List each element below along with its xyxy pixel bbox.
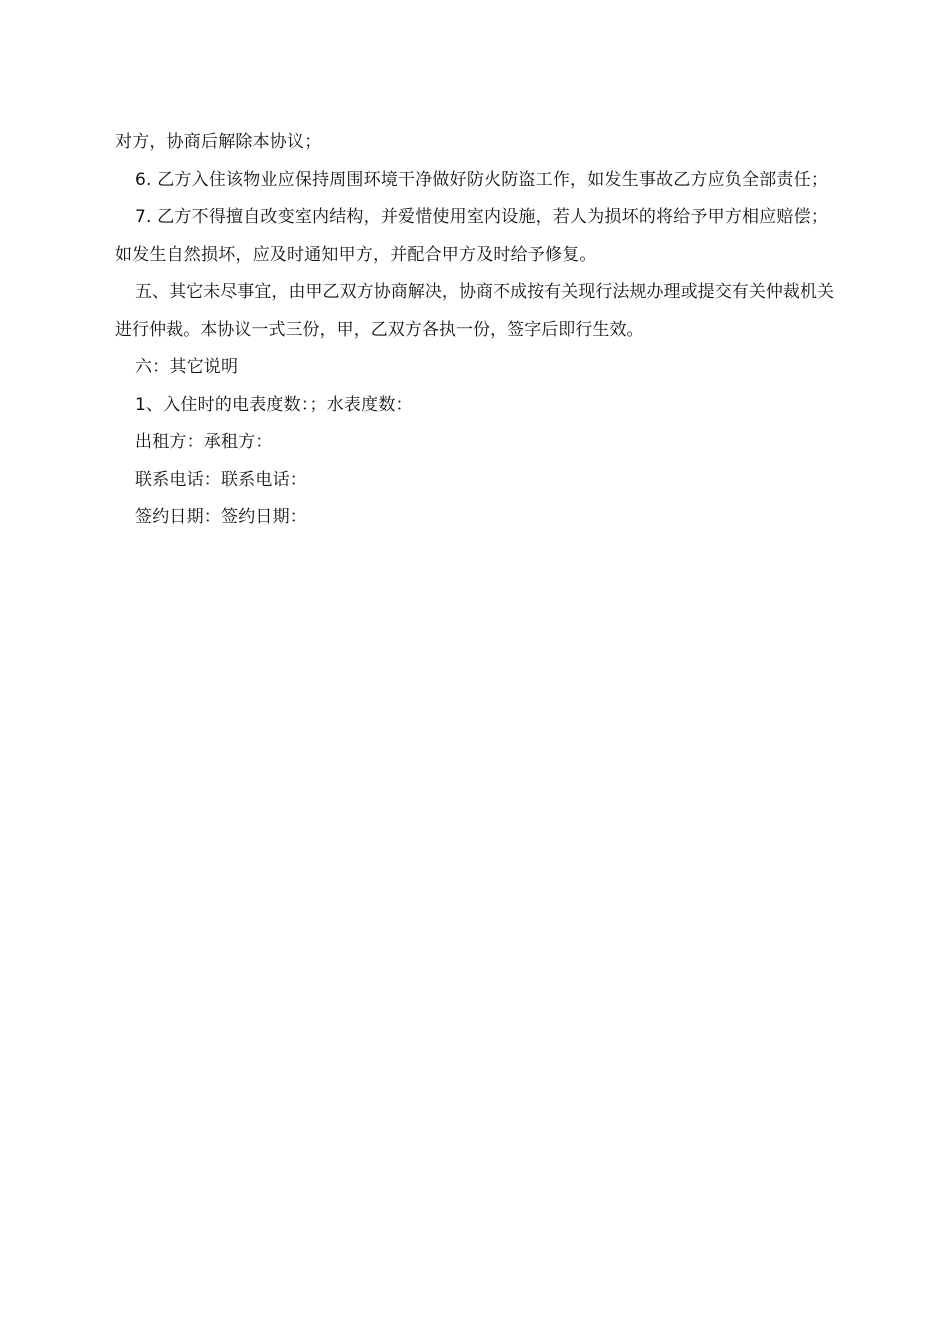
section-6-heading: 六：其它说明 [135, 357, 239, 377]
signing-date-line: 签约日期：签约日期： [135, 507, 307, 527]
parties-line: 出租方：承租方： [135, 432, 273, 452]
clause-6-fire-and-theft-prevention: 6. 乙方入住该物业应保持周围环境干净做好防火防盗工作，如发生事故乙方应负全部责任； [135, 169, 829, 190]
meter-readings-line: 1、入住时的电表度数：；水表度数： [135, 394, 413, 415]
phone-line: 联系电话：联系电话： [135, 469, 307, 490]
paragraph-termination-continuation: 对方，协商后解除本协议； [115, 132, 322, 152]
document-body [115, 124, 835, 537]
section-5-other-matters: 五、其它未尽事宜，由甲乙双方协商解决，协商不成按有关现行法规办理或提交有关仲裁机关进行仲裁。本协议一式三份，甲，乙双方各执一份，签字后即行生效。 [115, 282, 835, 340]
clause-7-structure-and-facilities: 7. 乙方不得擅自改变室内结构，并爱惜使用室内设施，若人为损坏的将给予甲方相应赔偿；如发生自然损坏，应及时通知甲方，并配合甲方及时给予修复。 [115, 207, 829, 265]
